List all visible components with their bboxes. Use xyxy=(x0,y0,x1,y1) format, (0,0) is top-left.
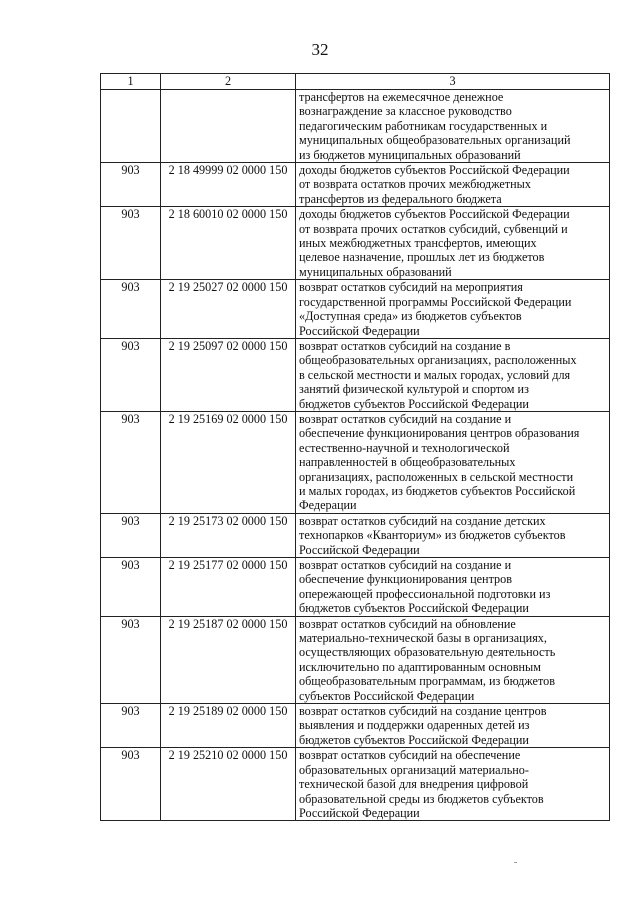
description-line: педагогическим работникам государственных и xyxy=(299,118,548,133)
description-line: вознаграждение за классное руководство xyxy=(299,104,512,119)
admin-code-cell: 903 xyxy=(101,338,161,411)
description-cell xyxy=(296,748,610,821)
budget-code-cell: 2 19 25210 02 0000 150 xyxy=(161,748,296,821)
table-row xyxy=(101,163,610,207)
description-cell xyxy=(296,558,610,617)
description-cell xyxy=(296,616,610,703)
description-line: иных межбюджетных трансфертов, имеющих xyxy=(299,236,537,251)
description-line: бюджетов субъектов Российской Федерации xyxy=(299,396,529,411)
budget-code-cell xyxy=(161,90,296,163)
description-line: возврат остатков субсидий на обновление xyxy=(299,616,516,631)
table-row xyxy=(101,616,610,703)
table-body xyxy=(101,90,610,821)
description-line: целевое назначение, прошлых лет из бюджетов xyxy=(299,250,545,265)
description-line: образовательных организаций материально- xyxy=(299,762,529,777)
description-line: и малых городах, из бюджетов субъектов Российской xyxy=(299,483,576,498)
description-line: муниципальных общеобразовательных организаций xyxy=(299,133,571,148)
column-header-3: 3 xyxy=(296,74,610,90)
description-line: Российской Федерации xyxy=(299,542,420,557)
admin-code-cell: 903 xyxy=(101,748,161,821)
description-line: возврат остатков субсидий на создание детских xyxy=(299,513,546,528)
description-line: Федерации xyxy=(299,498,357,513)
description-line: общеобразовательных организациях, расположенных xyxy=(299,353,577,368)
description-line: технической базой для внедрения цифровой xyxy=(299,777,529,792)
column-header-1: 1 xyxy=(101,74,161,90)
budget-code-cell: 2 19 25027 02 0000 150 xyxy=(161,280,296,339)
budget-code-cell: 2 19 25173 02 0000 150 xyxy=(161,513,296,557)
description-cell xyxy=(296,411,610,513)
description-line: общеобразовательным программам, из бюджетов xyxy=(299,674,555,689)
description-cell xyxy=(296,163,610,207)
description-line: возврат остатков субсидий на создание и xyxy=(299,411,512,426)
description-line: Российской Федерации xyxy=(299,323,420,338)
description-line: доходы бюджетов субъектов Российской Федерации xyxy=(299,163,570,178)
budget-code-cell: 2 19 25189 02 0000 150 xyxy=(161,704,296,748)
table-row xyxy=(101,338,610,411)
description-line: возврат остатков субсидий на мероприятия xyxy=(299,280,523,295)
description-line: исключительно по адаптированным основным xyxy=(299,659,541,674)
description-line: возврат остатков субсидий на обеспечение xyxy=(299,748,521,763)
description-line: доходы бюджетов субъектов Российской Федерации xyxy=(299,207,570,222)
description-cell xyxy=(296,704,610,748)
admin-code-cell xyxy=(101,90,161,163)
description-line: организациях, расположенных в сельской местности xyxy=(299,469,574,484)
description-line: из бюджетов муниципальных образований xyxy=(299,147,521,162)
table-row xyxy=(101,704,610,748)
description-line: бюджетов субъектов Российской Федерации xyxy=(299,601,529,616)
budget-code-cell: 2 19 25177 02 0000 150 xyxy=(161,558,296,617)
description-line: Российской Федерации xyxy=(299,805,420,820)
description-line: естественно-научной и технологической xyxy=(299,440,510,455)
table-header xyxy=(101,74,610,90)
description-line: возврат остатков субсидий на создание и xyxy=(299,558,512,572)
description-line: государственной программы Российской Федерации xyxy=(299,294,572,309)
table-row xyxy=(101,748,610,821)
description-line: осуществляющих образовательную деятельность xyxy=(299,645,556,660)
budget-code-cell: 2 19 25187 02 0000 150 xyxy=(161,616,296,703)
admin-code-cell: 903 xyxy=(101,704,161,748)
admin-code-cell: 903 xyxy=(101,558,161,617)
description-line: от возврата остатков прочих межбюджетных xyxy=(299,177,531,192)
table-row xyxy=(101,411,610,513)
page-number: 32 xyxy=(311,40,329,59)
description-line: трансфертов из федерального бюджета xyxy=(299,191,502,206)
table-row xyxy=(101,90,610,163)
admin-code-cell: 903 xyxy=(101,207,161,280)
description-line: занятий физической культурой и спортом из xyxy=(299,382,529,397)
table-row xyxy=(101,280,610,339)
description-cell xyxy=(296,90,610,163)
table-row xyxy=(101,513,610,557)
budget-code-cell: 2 19 25097 02 0000 150 xyxy=(161,338,296,411)
admin-code-cell: 903 xyxy=(101,163,161,207)
table-row xyxy=(101,558,610,617)
description-line: возврат остатков субсидий на создание в xyxy=(299,338,511,353)
description-cell xyxy=(296,338,610,411)
description-line: субъектов Российской Федерации xyxy=(299,688,475,703)
description-line: опережающей профессиональной подготовки из xyxy=(299,586,551,601)
description-line: направленностей в общеобразовательных xyxy=(299,455,516,470)
description-line: выявления и поддержки одаренных детей из xyxy=(299,718,530,733)
admin-code-cell: 903 xyxy=(101,280,161,339)
description-line: технопарков «Кванториум» из бюджетов субъектов xyxy=(299,528,566,543)
table-row xyxy=(101,207,610,280)
description-line: материально-технической базы в организациях, xyxy=(299,631,547,646)
admin-code-cell: 903 xyxy=(101,616,161,703)
budget-code-cell: 2 18 60010 02 0000 150 xyxy=(161,207,296,280)
header-row xyxy=(101,74,610,90)
scan-artifact xyxy=(514,862,517,863)
description-line: трансфертов на ежемесячное денежное xyxy=(299,90,504,104)
description-cell xyxy=(296,513,610,557)
description-line: бюджетов субъектов Российской Федерации xyxy=(299,732,529,747)
description-line: от возврата прочих остатков субсидий, субвенций и xyxy=(299,221,568,236)
description-line: обеспечение функционирования центров xyxy=(299,572,512,587)
column-header-2: 2 xyxy=(161,74,296,90)
description-line: возврат остатков субсидий на создание центров xyxy=(299,704,547,719)
description-cell xyxy=(296,280,610,339)
description-line: образовательной среды из бюджетов субъектов xyxy=(299,791,544,806)
budget-code-cell: 2 19 25169 02 0000 150 xyxy=(161,411,296,513)
description-line: в сельской местности и малых городах, условий для xyxy=(299,367,571,382)
description-line: обеспечение функционирования центров образования xyxy=(299,426,580,441)
budget-classification-table xyxy=(100,73,610,821)
description-line: «Доступная среда» из бюджетов субъектов xyxy=(299,309,522,324)
budget-code-cell: 2 18 49999 02 0000 150 xyxy=(161,163,296,207)
admin-code-cell: 903 xyxy=(101,411,161,513)
description-cell xyxy=(296,207,610,280)
admin-code-cell: 903 xyxy=(101,513,161,557)
description-line: муниципальных образований xyxy=(299,264,452,279)
